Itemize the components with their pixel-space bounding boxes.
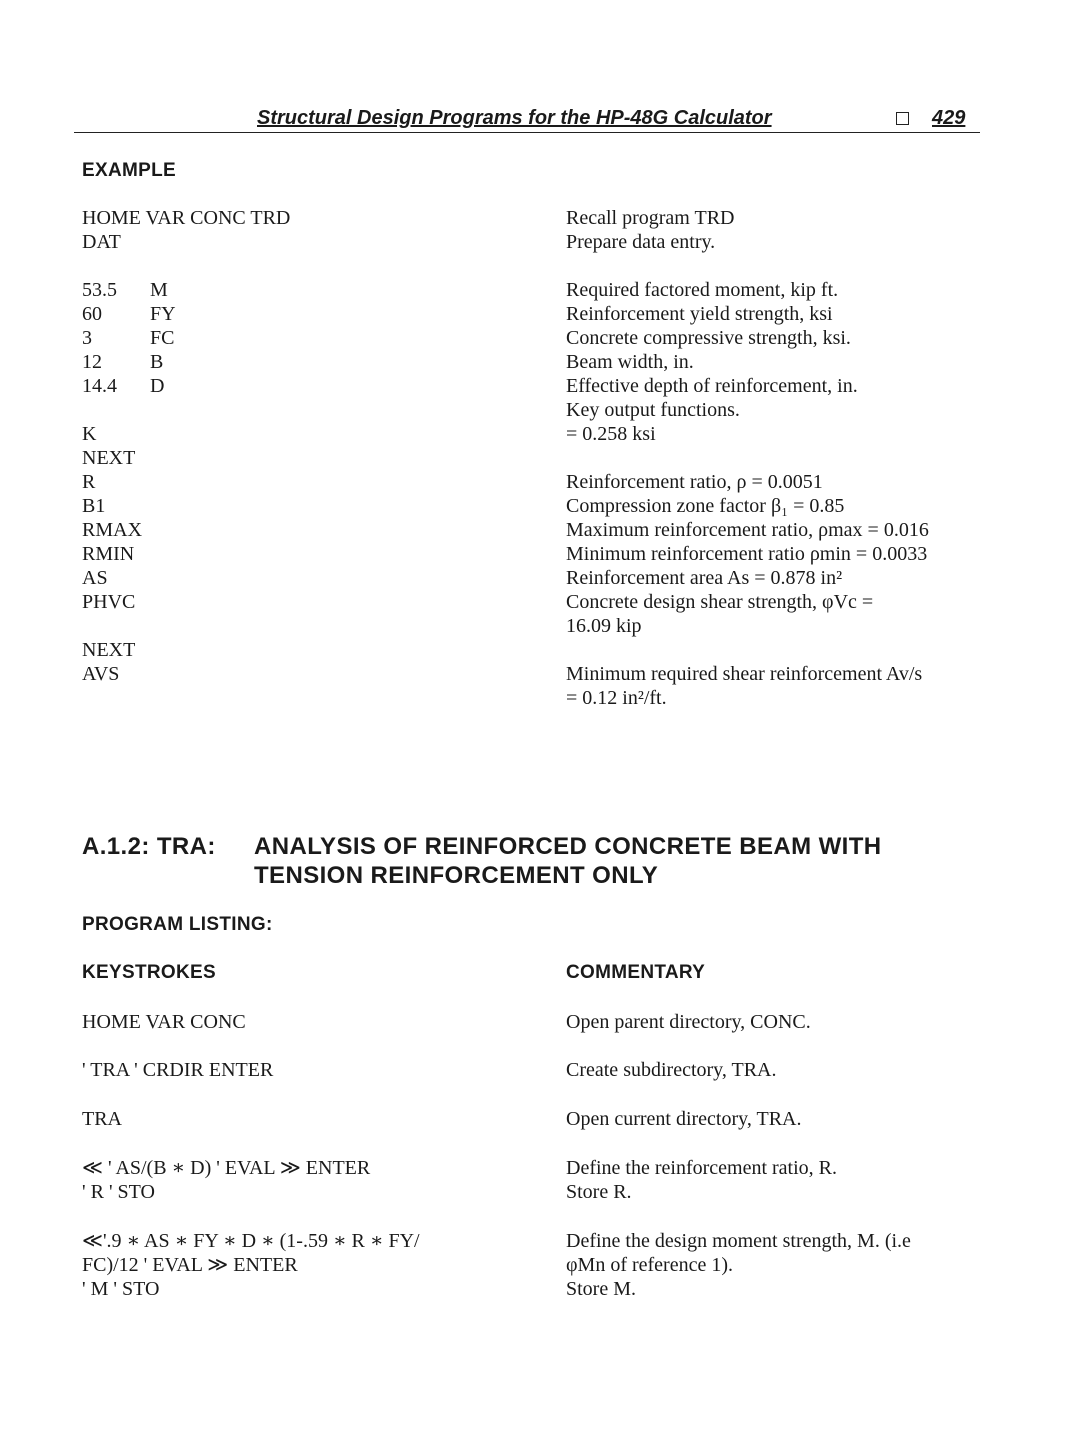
keystroke-line: ' M ' STO (82, 1278, 160, 1300)
example-comment: Prepare data entry. (566, 231, 716, 253)
book-title: Structural Design Programs for the HP-48G Calculator (257, 107, 772, 129)
listing-key-row (82, 1058, 273, 1082)
listing-key-row (82, 1107, 122, 1131)
example-comment: = 0.258 ksi (566, 423, 656, 445)
example-value: 60 (82, 303, 102, 325)
listing-comment-row (566, 1107, 801, 1131)
example-comment: Minimum reinforcement ratio ρmin = 0.0033 (566, 543, 928, 565)
example-key: B1 (82, 495, 106, 517)
example-comment: Effective depth of reinforcement, in. (566, 375, 858, 397)
section-title-line2: TENSION REINFORCEMENT ONLY (254, 862, 659, 889)
example-value: 12 (82, 351, 102, 373)
listing-key-row (82, 1229, 420, 1301)
running-header (74, 106, 980, 133)
keystroke-line: ≪'.9 ∗ AS ∗ FY ∗ D ∗ (1-.59 ∗ R ∗ FY/ (82, 1230, 420, 1252)
example-key: R (82, 471, 96, 493)
comment-line: Open current directory, TRA. (566, 1108, 802, 1130)
comment-line: φMn of reference 1). (566, 1254, 734, 1276)
section-heading (82, 832, 882, 890)
example-comment: Compression zone factor β₁ = 0.85 (566, 495, 845, 517)
example-comment: Concrete compressive strength, ksi. (566, 327, 851, 349)
example-comment: Concrete design shear strength, φVc = (566, 591, 874, 613)
example-key: DAT (82, 231, 121, 253)
example-value: 53.5 (82, 279, 117, 301)
listing-key-row (82, 1010, 246, 1034)
example-var: FC (150, 327, 175, 349)
listing-comment-row (566, 1010, 811, 1034)
keystroke-line: FC)/12 ' EVAL ≫ ENTER (82, 1254, 298, 1276)
example-comment: = 0.12 in²/ft. (566, 687, 667, 709)
page-number: 429 (932, 107, 966, 129)
listing-comment-row (566, 1229, 911, 1301)
commentary-heading: COMMENTARY (566, 962, 706, 983)
example-comment: Reinforcement yield strength, ksi (566, 303, 833, 325)
example-key: AVS (82, 663, 120, 685)
example-key: RMAX (82, 519, 143, 541)
example-comment: Beam width, in. (566, 351, 694, 373)
example-vars-column (150, 278, 176, 398)
program-listing-heading: PROGRAM LISTING: (82, 914, 273, 935)
example-comment: 16.09 kip (566, 615, 642, 637)
example-value: 3 (82, 327, 92, 349)
comment-line: Store R. (566, 1181, 632, 1203)
example-comment: Recall program TRD (566, 207, 735, 229)
listing-comment-row (566, 1156, 837, 1204)
keystroke-line: HOME VAR CONC (82, 1011, 246, 1033)
example-key: RMIN (82, 543, 135, 565)
listing-key-row (82, 1156, 370, 1204)
section-title-line1: ANALYSIS OF REINFORCED CONCRETE BEAM WITH (254, 833, 882, 860)
comment-line: Define the reinforcement ratio, R. (566, 1157, 837, 1179)
example-comments-column (566, 206, 929, 710)
example-var: D (150, 375, 165, 397)
example-key: NEXT (82, 447, 136, 469)
example-heading: EXAMPLE (82, 160, 176, 181)
comment-line: Define the design moment strength, M. (i.e (566, 1230, 911, 1252)
example-comment: Key output functions. (566, 399, 740, 421)
example-key: PHVC (82, 591, 136, 613)
section-number: A.1.2: TRA: (82, 833, 216, 860)
keystroke-line: TRA (82, 1108, 122, 1130)
example-comment: Required factored moment, kip ft. (566, 279, 839, 301)
example-comment: Minimum required shear reinforcement Av/s (566, 663, 923, 685)
example-keys-column (82, 206, 290, 686)
keystroke-line: ' R ' STO (82, 1181, 155, 1203)
example-var: FY (150, 303, 176, 325)
example-comment: Reinforcement area As = 0.878 in² (566, 567, 843, 589)
comment-line: Open parent directory, CONC. (566, 1011, 811, 1033)
example-key: HOME VAR CONC TRD (82, 207, 291, 229)
example-key: NEXT (82, 639, 136, 661)
comment-line: Create subdirectory, TRA. (566, 1059, 777, 1081)
comment-line: Store M. (566, 1278, 636, 1300)
keystroke-line: ' TRA ' CRDIR ENTER (82, 1059, 274, 1081)
example-comment: Reinforcement ratio, ρ = 0.0051 (566, 471, 823, 493)
listing-comment-row (566, 1058, 777, 1082)
keystroke-line: ≪ ' AS/(B ∗ D) ' EVAL ≫ ENTER (82, 1157, 371, 1179)
example-key: K (82, 423, 97, 445)
example-value: 14.4 (82, 375, 117, 397)
example-var: B (150, 351, 164, 373)
example-comment: Maximum reinforcement ratio, ρmax = 0.016 (566, 519, 929, 541)
keystrokes-heading: KEYSTROKES (82, 962, 216, 983)
example-key: AS (82, 567, 108, 589)
square-bullet-icon (896, 112, 909, 125)
example-var: M (150, 279, 168, 301)
